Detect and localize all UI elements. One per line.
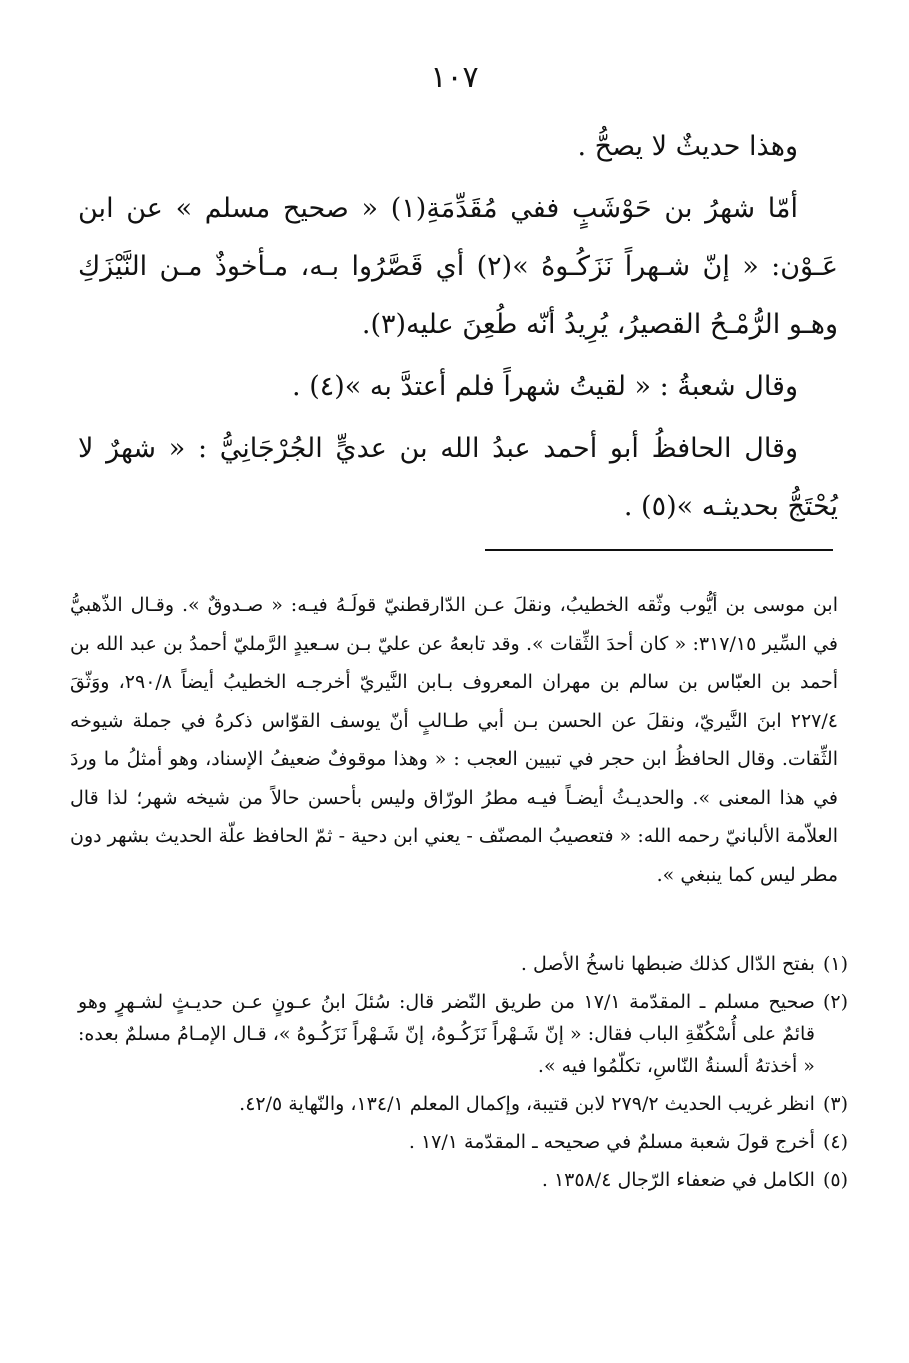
footnote-text: بفتح الدّال كذلك ضبطها ناسخُ الأصل . <box>520 953 815 975</box>
footnote-number: (٥) <box>822 1169 848 1191</box>
footnote-divider <box>485 549 833 551</box>
footnote <box>78 1088 848 1120</box>
footnote-text: أخرج قولَ شعبة مسلمٌ في صحيحه ـ المقدّمة ١٧/١ . <box>408 1131 815 1153</box>
footnotes <box>78 948 848 1202</box>
footnote-number: (١) <box>822 953 848 975</box>
footnote-number: (٣) <box>822 1093 848 1115</box>
footnote-text: انظر غريب الحديث ٢٧٩/٢ لابن قتيبة، وإكمال المعلم ١٣٤/١، والنّهاية ٤٢/٥. <box>239 1093 815 1115</box>
footnote-continuation <box>70 586 838 894</box>
footnote <box>78 1126 848 1158</box>
main-paragraph: أمّا شهرُ بن حَوْشَبٍ ففي مُقَدِّمَةِ(١) « صحيح مسلم » عن ابن عَـوْن: « إنّ شـهراً نَزَكُـوهُ »(٢) أي قَصَّرُوا بـه، مـأخوذٌ مـن النَّيْزَكِ وهـو الرُّمْـحُ القصيرُ، يُرِيدُ أنّه طُعِنَ عليه(٣). <box>78 193 838 340</box>
footnote <box>78 986 848 1082</box>
main-paragraph: وقال الحافظُ أبو أحمد عبدُ الله بن عديٍّ الجُرْجَانِيُّ : « شهرٌ لا يُحْتَجُّ بحديثـه »(٥) . <box>78 433 838 522</box>
main-paragraph: وقال شعبةُ : « لقيتُ شهراً فلم أعتدَّ به »(٤) . <box>292 371 798 402</box>
footnote <box>78 948 848 980</box>
footnote-text: صحيح مسلم ـ المقدّمة ١٧/١ من طريق النّضر قال: سُئلَ ابنُ عـونٍ عـن حديـثٍ لشـهرٍ وهو قائمٌ على أُسْكُفّةِ الباب فقال: « إنّ شَـهْراً نَزَكُـوهُ، إنّ شَـهْراً نَزَكُـوهُ »، قـال الإمـامُ مسلمٌ بعده: « أخذتهُ ألسنةُ النّاسِ، تكلّمُوا فيه ». <box>78 991 815 1077</box>
main-paragraph: وهذا حديثٌ لا يصحُّ . <box>577 131 798 162</box>
footnote-number: (٤) <box>822 1131 848 1153</box>
footnote-text: الكامل في ضعفاء الرّجال ١٣٥٨/٤ . <box>541 1169 815 1191</box>
page-number: ١٠٧ <box>430 60 479 95</box>
footnote <box>78 1164 848 1196</box>
footnote-continuation-text: ابن موسى بن أيُّوب وثّقه الخطيبُ، ونقلَ عـن الدّارقطنيّ قولَـهُ فيـه: « صـدوقٌ ». وقـال الذّهبيُّ في السِّير ٣١٧/١٥: « كان أحدَ الثِّقات ». وقد تابعهُ عن عليّ بـن سـعيدٍ الرَّمليّ أحمدُ بن عبد الله بن أحمد بن العبّاس بن سالم بن مهران المعروف بـابن النَّيريّ أخرجـه الخطيبُ أيضاً ٢٩٠/٨، ووَثّقَ ٢٢٧/٤ ابنَ النَّيريّ، ونقلَ عن الحسن بـن أبي طـالبٍ أنّ يوسف القوّاس ذكرهُ في جملة شيوخه الثِّقات. وقال الحافظُ ابن حجر في تبيين العجب : « وهذا موقوفٌ ضعيفُ الإسناد، وهو أمثلُ ما وردَ في هذا المعنى ». والحديـثُ أيضـاً فيـه مطرُ الورّاق وليس بأحسن حالاً من شيخه شهر؛ لذا قال العلاّمة الألبانيّ رحمه الله: « فتعصيبُ المصنّف - يعني ابن دحية - ثمّ الحافظ علّة الحديث بشهر دون مطر ليس كما ينبغي ». <box>70 594 839 886</box>
footnote-number: (٢) <box>822 991 848 1013</box>
main-text <box>78 118 838 536</box>
